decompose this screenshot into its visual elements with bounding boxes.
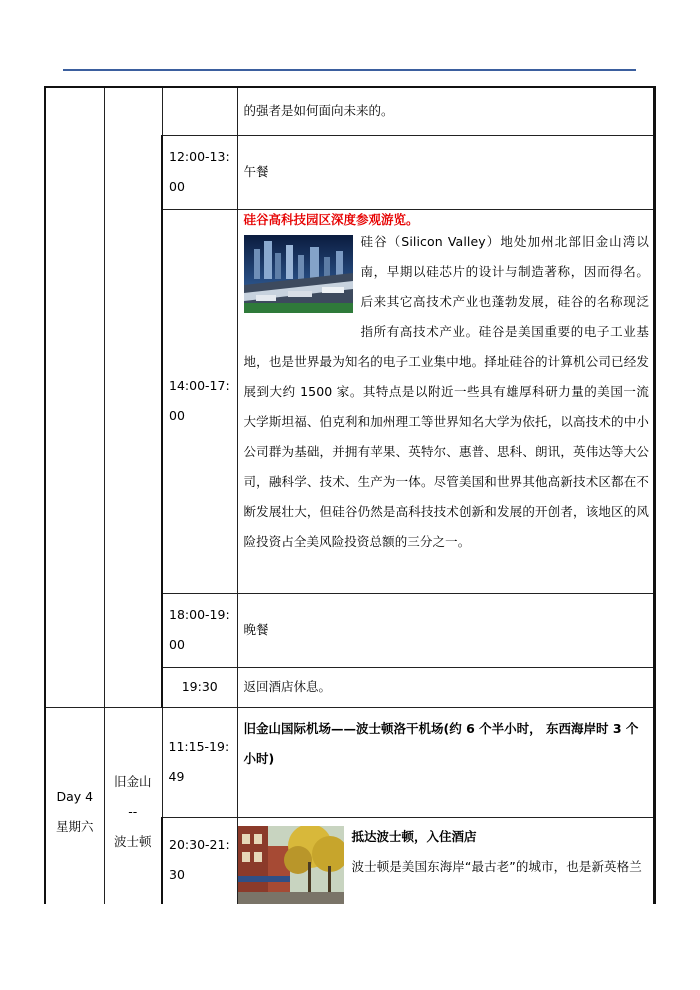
- city-cell: [104, 707, 162, 904]
- itinerary-table-frame: [44, 86, 656, 904]
- table-row: [45, 87, 655, 135]
- time-cell: 12:00-13:00: [162, 135, 237, 209]
- city-from: 旧金山: [113, 774, 152, 789]
- continued-text: 的强者是如何面向未来的。: [243, 103, 394, 119]
- silicon-valley-city-photo: [244, 235, 353, 324]
- time-cell: [162, 707, 237, 817]
- table-row: [45, 707, 655, 817]
- day-cell-continued: [45, 87, 104, 707]
- silicon-valley-title: 硅谷高科技园区深度参观游览。: [243, 211, 419, 227]
- desc-cell: 返回酒店休息。: [237, 667, 655, 707]
- flight-description: 旧金山国际机场——波士顿洛干机场(约 6 个半小时， 东西海岸时 3 个小时): [243, 720, 639, 766]
- header-rule: [63, 69, 636, 71]
- itinerary-table: [44, 86, 656, 904]
- time-cell: 14:00-17:00: [162, 209, 237, 593]
- time-cell: 19:30: [162, 667, 237, 707]
- desc-cell: [237, 707, 655, 817]
- arrive-title: 抵达波士顿，入住酒店: [351, 828, 477, 844]
- arrive-time: 20:30-21:30: [169, 836, 230, 882]
- flight-time: 11:15-19:49: [168, 738, 230, 784]
- time-cell: [162, 817, 237, 904]
- city-photo-icon: [244, 235, 353, 313]
- desc-cell: [237, 209, 655, 593]
- city-separator: --: [128, 804, 138, 819]
- arrive-description: 波士顿是美国东海岸“最古老”的城市，也是新英格兰: [351, 858, 642, 874]
- silicon-valley-description: 硅谷（Silicon Valley）地处加州北部旧金山湾以南，早期以硅芯片的设计与制造著称，因而得名。后来其它高技术产业也蓬勃发展，硅谷的名称现泛指所有高技术产业。硅谷是美国重要的电子工业基地，也是世界最为知名的电子工业集中地。择址硅谷的计算机公司已经发展到大约 1500 家。其特点是以附近一些具有雄厚科研力量的美国一流大学斯坦福、伯克利和加州理工等世界知名大学为依托，以高技术的中小公司群为基础，并拥有苹果、英特尔、惠普、思科、朗讯，英伟达等大公司，融科学、技术、生产为一体。尽管美国和世界其他高新技术区都在不断发展壮大，但硅谷仍然是高科技技术创新和发展的开创者，该地区的风险投资占全美风险投资总额的三分之一。: [243, 233, 649, 549]
- desc-cell: [237, 87, 655, 135]
- time-cell: 18:00-19:00: [162, 593, 237, 667]
- desc-cell: 晚餐: [237, 593, 655, 667]
- city-cell-continued: [104, 87, 162, 707]
- desc-cell: 午餐: [237, 135, 655, 209]
- time-cell: [162, 87, 237, 135]
- city-to: 波士顿: [113, 834, 152, 849]
- boston-street-photo: [238, 826, 344, 905]
- day-number: Day 4: [56, 789, 94, 804]
- day-cell: [45, 707, 104, 904]
- street-photo-icon: [238, 826, 344, 904]
- day-weekday: 星期六: [55, 819, 94, 834]
- desc-cell: [237, 817, 655, 904]
